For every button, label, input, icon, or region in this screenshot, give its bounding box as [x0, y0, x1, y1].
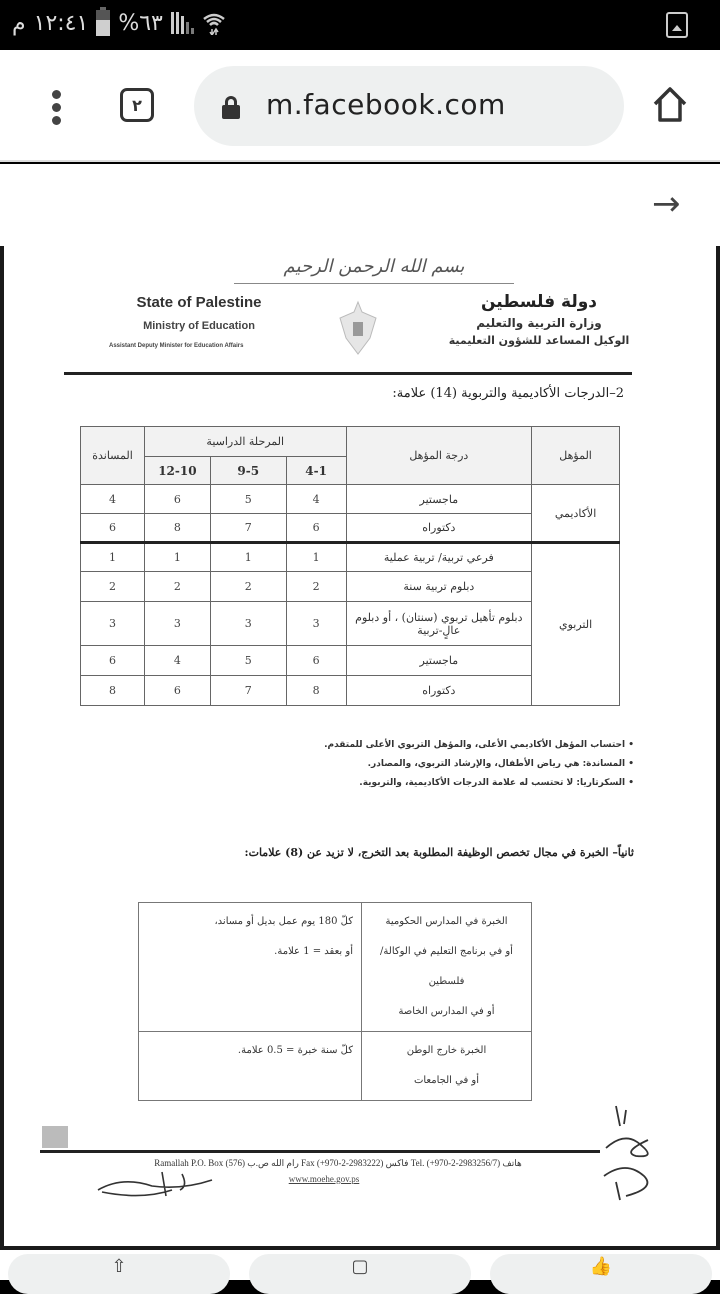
screenshot-icon	[666, 12, 688, 38]
col-support: المساندة	[81, 427, 145, 485]
experience-type-line: الخبرة في المدارس الحكومية	[385, 916, 508, 927]
group-educational: التربوي	[532, 543, 620, 706]
comment-button[interactable]	[249, 1254, 471, 1294]
experience-rule-line: أو بعقد = 1 علامة.	[274, 946, 353, 957]
page-thumbnail-icon	[42, 1126, 68, 1148]
header-en-assistant: Assistant Deputy Minister for Education Affairs	[109, 343, 244, 349]
value-cell: 8	[144, 514, 210, 543]
footer-address: Ramallah P.O. Box (576) رام الله ص.ب Fax (+970-2-2983222) فاكس Tel. (+970-2-2983256/7) هاتف	[154, 1158, 522, 1168]
sub-toolbar	[0, 164, 720, 246]
value-cell: 1	[81, 543, 145, 572]
value-cell: 6	[286, 514, 346, 543]
wifi-icon	[202, 11, 226, 35]
experience-rule-cell	[139, 1032, 362, 1101]
value-cell: 2	[144, 572, 210, 602]
value-cell: 6	[144, 676, 210, 706]
table-row	[139, 1032, 532, 1101]
degree-cell: ماجستير	[346, 646, 532, 676]
table-row	[139, 903, 532, 1032]
ampm-label: م	[12, 10, 26, 36]
url-text[interactable]: m.facebook.com	[266, 88, 506, 121]
value-cell: 6	[286, 646, 346, 676]
value-cell: 4	[81, 485, 145, 514]
degree-cell: فرعي تربية/ تربية عملية	[346, 543, 532, 572]
table-row	[81, 485, 620, 514]
value-cell: 1	[210, 543, 286, 572]
degree-cell: دكتوراه	[346, 514, 532, 543]
group-academic: الأكاديمي	[532, 485, 620, 543]
footer-website: www.moehe.gov.ps	[288, 1174, 360, 1184]
value-cell: 7	[210, 676, 286, 706]
basmala: بسم الله الرحمن الرحيم	[234, 256, 514, 284]
experience-rule-line: كلّ 180 يوم عمل بديل أو مساند،	[214, 916, 353, 927]
share-button[interactable]	[8, 1254, 230, 1294]
battery-percent: %٦٣	[118, 10, 163, 36]
signature-left	[92, 1166, 222, 1206]
value-cell: 8	[286, 676, 346, 706]
value-cell: 1	[286, 543, 346, 572]
value-cell: 6	[144, 485, 210, 514]
header-en-ministry: Ministry of Education	[143, 320, 255, 332]
value-cell: 2	[210, 572, 286, 602]
col-stage-10-12: 12-10	[144, 457, 210, 485]
clock: ١٢:٤١	[33, 10, 89, 36]
value-cell: 2	[286, 572, 346, 602]
browser-toolbar	[0, 50, 720, 162]
value-cell: 3	[81, 602, 145, 646]
experience-rule-line: كلّ سنة خبرة = 0.5 علامة.	[237, 1045, 353, 1056]
note-item: • السكرتاريا: لا تحتسب له علامة الدرجات الأكاديمية، والتربوية.	[324, 778, 634, 788]
grades-table	[80, 426, 620, 706]
section2-title: ثانياً– الخبرة في مجال تخصص الوظيفة المطلوبة بعد التخرج، لا تزيد عن (8) علامات:	[244, 846, 634, 859]
header-arabic	[444, 292, 634, 347]
degree-cell: دبلوم تأهيل تربوي (سنتان) ، أو دبلوم عالٍ-تربية	[346, 602, 532, 646]
value-cell: 6	[81, 646, 145, 676]
value-cell: 3	[286, 602, 346, 646]
experience-type-line: أو في الجامعات	[413, 1075, 480, 1086]
degree-cell: دكتوراه	[346, 676, 532, 706]
note-item: • احتساب المؤهل الأكاديمي الأعلى، والمؤهل التربوي الأعلى للمتقدم.	[324, 740, 634, 750]
value-cell: 5	[210, 485, 286, 514]
like-icon: 👍	[589, 1256, 613, 1277]
col-stage: المرحلة الدراسية	[144, 427, 346, 457]
section1-title: 2–الدرجات الأكاديمية والتربوية (14) علامة:	[392, 386, 624, 401]
col-stage-1-4: 4-1	[286, 457, 346, 485]
experience-type-line: الخبرة خارج الوطن	[406, 1045, 487, 1056]
header-english	[79, 294, 319, 349]
experience-type-line: أو في المدارس الخاصة	[398, 1006, 495, 1017]
tab-switcher-button[interactable]: ٢	[120, 88, 154, 122]
col-degree: درجة المؤهل	[346, 427, 532, 485]
experience-type-line: أو في برنامج التعليم في الوكالة/ فلسطين	[380, 946, 513, 987]
notes-list	[324, 740, 634, 797]
document-page	[4, 246, 716, 1246]
value-cell: 2	[81, 572, 145, 602]
header-en-state: State of Palestine	[136, 294, 262, 311]
lock-icon	[222, 96, 240, 118]
header-ar-ministry: وزارة التربية والتعليم	[476, 316, 602, 330]
share-icon: ⇧	[111, 1256, 127, 1277]
comment-icon: ▢	[351, 1256, 369, 1277]
footer-divider	[40, 1150, 600, 1153]
forward-arrow-icon[interactable]: →	[652, 184, 681, 224]
header-ar-assistant: الوكيل المساعد للشؤون التعليمية	[448, 334, 630, 347]
degree-cell: دبلوم تربية سنة	[346, 572, 532, 602]
status-bar	[0, 0, 720, 50]
bottom-action-bar	[0, 1250, 720, 1280]
value-cell: 3	[144, 602, 210, 646]
note-item: • المساندة: هي رياض الأطفال، والإرشاد التربوي، والمصادر.	[324, 759, 634, 769]
address-bar[interactable]	[194, 66, 624, 146]
status-left	[12, 10, 226, 36]
experience-type-cell	[362, 1032, 532, 1101]
degree-cell: ماجستير	[346, 485, 532, 514]
value-cell: 4	[144, 646, 210, 676]
image-viewer	[0, 246, 720, 1250]
header-ar-state: دولة فلسطين	[480, 292, 598, 312]
value-cell: 3	[210, 602, 286, 646]
signature-right	[596, 1096, 666, 1206]
signal-icon	[171, 12, 194, 34]
menu-dots-icon[interactable]	[46, 90, 66, 130]
value-cell: 4	[286, 485, 346, 514]
value-cell: 1	[144, 543, 210, 572]
home-icon[interactable]	[652, 86, 688, 124]
value-cell: 5	[210, 646, 286, 676]
col-stage-5-9: 9-5	[210, 457, 286, 485]
like-button[interactable]	[490, 1254, 712, 1294]
experience-type-cell	[362, 903, 532, 1032]
col-qualification: المؤهل	[532, 427, 620, 485]
value-cell: 6	[81, 514, 145, 543]
experience-table	[138, 902, 532, 1101]
value-cell: 7	[210, 514, 286, 543]
experience-rule-cell	[139, 903, 362, 1032]
battery-icon	[96, 10, 110, 36]
table-row	[81, 543, 620, 572]
value-cell: 8	[81, 676, 145, 706]
header-divider	[64, 372, 632, 375]
emblem-icon	[336, 298, 380, 358]
